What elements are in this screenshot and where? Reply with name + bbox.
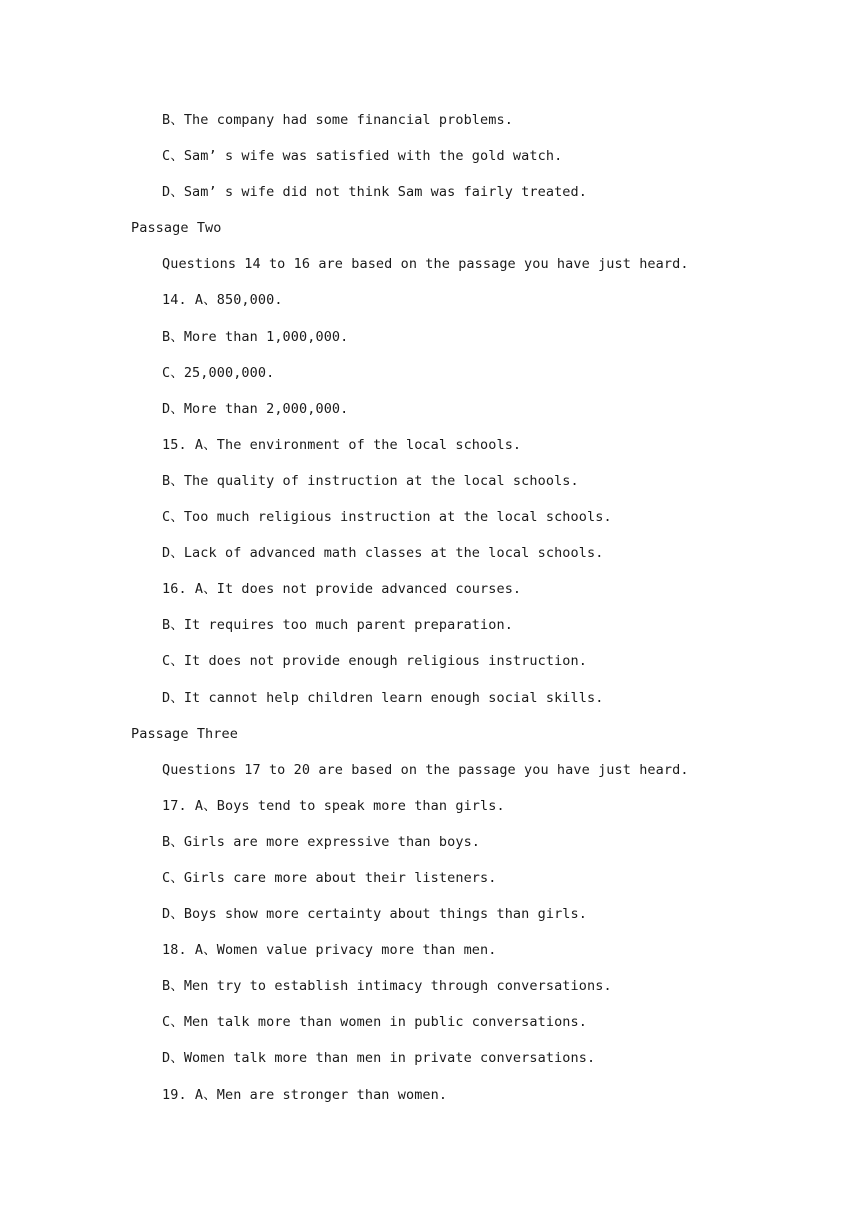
passage-three-heading: Passage Three <box>131 725 238 742</box>
passage-two-instruction: Questions 14 to 16 are based on the passage you have just heard. <box>162 256 689 273</box>
option-18a: 18. A、Women value privacy more than men. <box>162 942 497 959</box>
option-15a: 15. A、The environment of the local schools. <box>162 436 522 453</box>
option-17a: 17. A、Boys tend to speak more than girls. <box>162 797 505 814</box>
option-18b: B、Men try to establish intimacy through conversations. <box>162 978 612 995</box>
passage-three-instruction: Questions 17 to 20 are based on the passage you have just heard. <box>162 761 689 778</box>
option-15c: C、Too much religious instruction at the local schools. <box>162 509 612 526</box>
option-15d: D、Lack of advanced math classes at the local schools. <box>162 545 604 562</box>
option-15b: B、The quality of instruction at the local schools. <box>162 472 579 489</box>
option-18d: D、Women talk more than men in private conversations. <box>162 1050 596 1067</box>
option-16d: D、It cannot help children learn enough social skills. <box>162 689 604 706</box>
option-13d: D、Sam’ s wife did not think Sam was fairly treated. <box>162 184 587 201</box>
option-16b: B、It requires too much parent preparation. <box>162 617 513 634</box>
option-14a: 14. A、850,000. <box>162 292 283 309</box>
passage-two-heading: Passage Two <box>131 220 222 237</box>
option-16a: 16. A、It does not provide advanced courses. <box>162 581 522 598</box>
option-14c: C、25,000,000. <box>162 364 275 381</box>
option-13c: C、Sam’ s wife was satisfied with the gold watch. <box>162 148 563 165</box>
option-19a: 19. A、Men are stronger than women. <box>162 1086 448 1103</box>
option-16c: C、It does not provide enough religious instruction. <box>162 653 587 670</box>
option-18c: C、Men talk more than women in public conversations. <box>162 1014 587 1031</box>
option-17d: D、Boys show more certainty about things than girls. <box>162 906 587 923</box>
option-17b: B、Girls are more expressive than boys. <box>162 833 481 850</box>
option-14b: B、More than 1,000,000. <box>162 328 349 345</box>
document-body <box>0 108 865 1119</box>
option-17c: C、Girls care more about their listeners. <box>162 869 497 886</box>
option-13b: B、The company had some financial problems. <box>162 112 513 128</box>
option-14d: D、More than 2,000,000. <box>162 400 349 417</box>
